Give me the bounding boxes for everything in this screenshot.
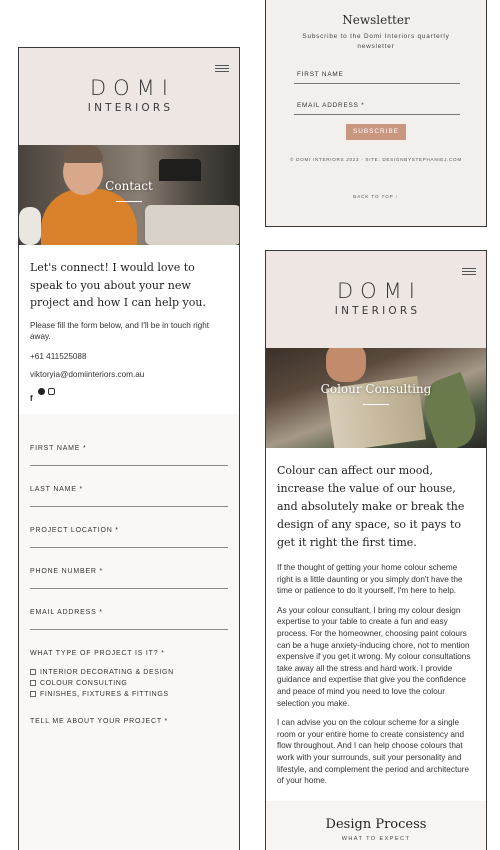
first-name-field[interactable] [30, 452, 228, 466]
contact-content [19, 259, 239, 395]
project-type-label: COLOUR CONSULTING [40, 679, 128, 687]
social-links [30, 388, 228, 395]
colour-paragraph-1: If the thought of getting your home colour scheme right is a little daunting or you simply don't have the time or patience to do it yourself, I'm here to help. [277, 563, 463, 596]
checkbox[interactable] [30, 691, 36, 697]
logo[interactable] [19, 77, 239, 115]
design-process-title: Design Process [325, 816, 427, 832]
project-type-option[interactable] [30, 680, 228, 687]
design-process-subtitle: WHAT TO EXPECT [341, 835, 411, 842]
contact-intro: Please fill the form below, and I'll be in touch right away. [30, 320, 210, 342]
colour-paragraph-2: As your colour consultant, I bring my colour design expertise to your table to create a fun and easy process. For the homeowner, choosing paint colours can be a huge anxiety-inducing chore, not to mention expensive if you get it wrong. My colour consultations take away all the stress and hard work. I provide guidance and expertise that give you the confidence and peace of mind you need to love the colour selection you make. [277, 605, 471, 708]
checkbox[interactable] [30, 680, 36, 686]
sofa-image [145, 205, 239, 245]
colour-hero-image [266, 348, 486, 448]
newsletter-subtitle: Subscribe to the Domi Interiors quarterly newsletter [302, 33, 450, 50]
project-type-option[interactable] [30, 691, 228, 698]
pinterest-icon[interactable] [38, 388, 45, 395]
last-name-field[interactable] [30, 493, 228, 507]
hero-divider [116, 201, 142, 202]
project-details-label: TELL ME ABOUT YOUR PROJECT * [30, 717, 169, 725]
colour-content [266, 462, 486, 787]
logo-subtitle: INTERIORS [334, 305, 421, 317]
person-image [41, 189, 137, 245]
logo-wordmark: DOMI [336, 279, 422, 303]
site-header [266, 251, 486, 348]
newsletter-footer-mockup [265, 0, 487, 227]
phone-number-label: PHONE NUMBER * [30, 567, 104, 575]
last-name-label: LAST NAME * [30, 485, 84, 493]
menu-icon[interactable] [215, 65, 229, 72]
lamp-image [159, 159, 201, 181]
back-to-top-link[interactable]: BACK TO TOP ↑ [353, 194, 399, 199]
menu-icon[interactable] [462, 268, 476, 275]
email-address-label: EMAIL ADDRESS * [30, 608, 103, 616]
newsletter-title: Newsletter [342, 13, 410, 27]
colour-consulting-page-mockup [265, 250, 487, 850]
email-address-field[interactable] [30, 616, 228, 630]
phone-number-field[interactable] [30, 575, 228, 589]
project-location-label: PROJECT LOCATION * [30, 526, 119, 534]
project-location-field[interactable] [30, 534, 228, 548]
project-type-label: INTERIOR DECORATING & DESIGN [40, 668, 174, 676]
design-process-section [266, 801, 486, 850]
newsletter-first-name-field[interactable] [294, 83, 460, 84]
contact-page-mockup [18, 47, 240, 850]
checkbox[interactable] [30, 669, 36, 675]
first-name-label: FIRST NAME * [30, 444, 87, 452]
email-link[interactable]: viktoryia@domiinteriors.com.au [30, 369, 145, 379]
site-header [19, 48, 239, 145]
footer-copyright: © DOMI INTERIORS 2023 · SITE: DESIGNBYSTEPHANIEJ.COM [290, 157, 462, 162]
project-type-option[interactable] [30, 669, 228, 676]
newsletter-email-label: EMAIL ADDRESS * [297, 102, 365, 109]
logo-wordmark: DOMI [89, 76, 175, 100]
newsletter-first-name-label: FIRST NAME [297, 71, 344, 78]
newsletter-email-field[interactable] [294, 114, 460, 115]
instagram-icon[interactable] [48, 388, 55, 395]
hero-title: Contact [105, 179, 153, 193]
hand-image [326, 348, 366, 382]
hero-divider [363, 404, 389, 405]
facebook-icon[interactable] [30, 388, 35, 395]
colour-paragraph-3: I can advise you on the colour scheme for a single room or your entire home to create consistency and flow throughout. And I can help choose colours that work with your surrounds, suit your personality and lifestyle, and complement the period and architecture of your home. [277, 718, 470, 786]
logo-subtitle: INTERIORS [87, 102, 174, 114]
project-type-question: WHAT TYPE OF PROJECT IS IT? * [30, 649, 165, 657]
flower-vase-image [19, 207, 41, 245]
project-type-label: FINISHES, FIXTURES & FITTINGS [40, 690, 169, 698]
subscribe-button[interactable]: SUBSCRIBE [346, 124, 406, 140]
hero-title: Colour Consulting [320, 382, 432, 396]
contact-form [19, 414, 239, 850]
logo[interactable] [266, 280, 486, 318]
contact-hero-image [19, 145, 239, 245]
contact-lead: Let's connect! I would love to speak to you about your new project and how I can help you. [30, 261, 206, 309]
person-hair [63, 145, 103, 163]
colour-lead: Colour can affect our mood, increase the value of our house, and absolutely make or break the design of any space, so it pays to get it right the first time. [277, 464, 465, 549]
phone-link[interactable]: +61 411525088 [30, 351, 87, 361]
